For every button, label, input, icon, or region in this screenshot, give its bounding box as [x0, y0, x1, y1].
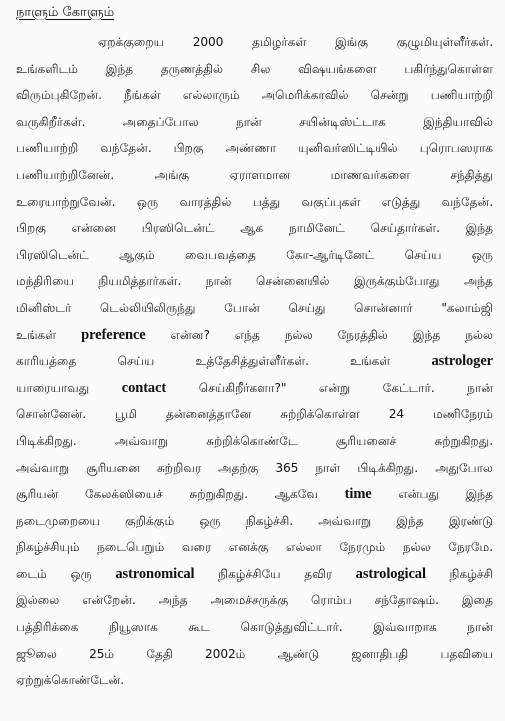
text-line [16, 162, 493, 189]
english-term: contact [121, 379, 167, 396]
text-line [16, 508, 493, 535]
document-body [16, 29, 493, 694]
text-line [16, 401, 493, 428]
text-line [16, 109, 493, 136]
english-term: preference [81, 326, 146, 343]
text-line [16, 29, 493, 56]
line-text: நிகழ்ச்சியும் நடைபெறும் வரை எனக்கு எல்லா நேரமும் நல்ல நேரமே. [16, 540, 493, 555]
text-line [16, 215, 493, 242]
line-text: ஏறக்குறைய 2000 தமிழர்கள் இங்கு குழுமியுள்ளீர்கள். [98, 35, 493, 49]
line-text: உங்களிடம் இந்த தருணத்தில் சில விஷயங்களை பகிர்ந்துகொள்ள [16, 61, 493, 76]
line-text: விரும்புகிறேன். நீங்கள் எல்லாரும் அமெரிக்காவில் சென்று பணியாற்றி [16, 88, 493, 103]
text-line [16, 534, 493, 561]
text-line [16, 322, 493, 349]
text-line [16, 268, 493, 295]
line-text: சொன்னேன். பூமி தன்னைத்தானே சுற்றிக்கொள்ள 24 மணிநேரம் [16, 407, 493, 422]
english-term: astrological [355, 565, 426, 582]
line-text: பிடிக்கிறது. அவ்வாறு சுற்றிக்கொண்டே சூரியனைச் சுற்றுகிறது. [16, 433, 493, 448]
text-line [16, 667, 493, 694]
document-title: நாளும் கோளும் [16, 5, 115, 20]
line-text: டைம் ஒரு [16, 566, 116, 581]
text-line [16, 189, 493, 216]
line-text: சூரியன் கேலக்ஸியைச் சுற்றுகிறது. ஆகவே [16, 487, 345, 502]
text-line [16, 614, 493, 641]
text-line [16, 587, 493, 614]
text-line [16, 481, 493, 508]
english-term: astrologer [431, 353, 493, 370]
text-line [16, 82, 493, 109]
english-term: astronomical [115, 565, 195, 582]
text-line [16, 428, 493, 455]
english-term: time [344, 486, 372, 503]
line-text: காரியத்தை செய்ய உத்தேசித்துள்ளீர்கள். உங்கள் [16, 354, 432, 369]
line-text: பத்திரிக்கை நியூஸாக கூட கொடுத்துவிட்டார். இவ்வாறாக நான் [16, 620, 493, 635]
line-text: ஜூலை 25ம் தேதி 2002ம் ஆண்டு ஜனாதிபதி பதவியை [16, 646, 493, 661]
line-text: நிகழ்ச்சியே தவிர [194, 566, 356, 581]
line-text: பணியாற்றி வந்தேன். பிறகு அண்ணா யுனிவர்ஸிட்டியில் புரொபஸராக [16, 141, 493, 156]
line-text: அவ்வாறு சூரியனை சுற்றிவர அதற்கு 365 நாள் பிடிக்கிறது. அதுபோல [16, 460, 493, 475]
text-line [16, 641, 493, 668]
line-text: மினிஸ்டர் டெல்லியிலிருந்து போன் செய்து சொன்னார் "கலாம்ஜி [16, 300, 493, 315]
text-line [16, 56, 493, 83]
text-line [16, 375, 493, 402]
text-line [16, 242, 493, 269]
text-line [16, 135, 493, 162]
text-line [16, 561, 493, 588]
line-text: நிகழ்ச்சி [425, 566, 493, 581]
line-text: செய்கிறீர்களா?" என்று கேட்டார். நான் [166, 380, 493, 395]
line-text: பிரஸிடென்ட் ஆகும் வைபவத்தை கோ-ஆர்டினேட் செய்ய ஒரு [16, 247, 493, 262]
line-text: என்பது இந்த [371, 487, 493, 502]
line-text: யாரையாவது [16, 380, 122, 395]
line-text: நடைமுறையை குறிக்கும் ஒரு நிகழ்ச்சி. அவ்வாறு இந்த இரண்டு [16, 513, 493, 528]
line-text: வருகிறீர்கள். அதைப்போல நான் சயின்டிஸ்ட்டாக இந்தியாவில் [16, 114, 493, 129]
line-text: உரையாற்றுவேன். ஒரு வாரத்தில் பத்து வகுப்புகள் எடுத்து வந்தேன். [16, 194, 493, 209]
text-line [16, 455, 493, 482]
text-line [16, 295, 493, 322]
line-text: ஏற்றுக்கொண்டேன். [16, 673, 125, 688]
line-text: பிறகு என்னை பிரஸிடென்ட் ஆக நாமினேட் செய்தார்கள். இந்த [16, 221, 493, 236]
text-line [16, 348, 493, 375]
line-text: உங்கள் [16, 327, 82, 342]
line-text: இல்லை என்றேன். அந்த அமைச்சருக்கு ரொம்ப சந்தோஷம். இதை [16, 593, 493, 608]
line-text: பணியாற்றினேன். அங்கு ஏராளமான மாணவர்களை சந்தித்து [16, 167, 493, 182]
line-text: மந்திரியை நியமித்தார்கள். நான் சென்னையில் இருக்கும்போது அந்த [16, 274, 493, 289]
line-text: என்ன? எந்த நல்ல நேரத்தில் இந்த நல்ல [145, 327, 493, 342]
